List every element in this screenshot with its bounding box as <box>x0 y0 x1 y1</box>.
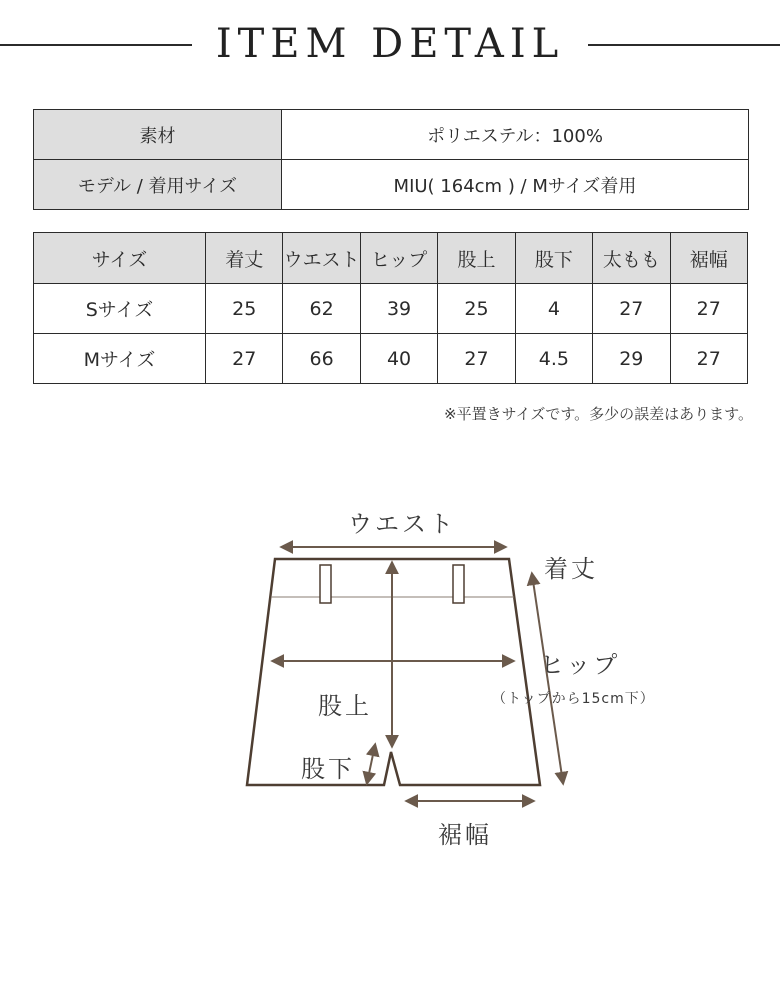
table-cell: 27 <box>670 284 747 334</box>
table-row <box>34 284 748 334</box>
table-cell: 29 <box>593 334 670 384</box>
column-header: 着丈 <box>206 233 283 284</box>
size-name-cell: Sサイズ <box>34 284 206 334</box>
table-row <box>34 160 749 210</box>
column-header: 股上 <box>438 233 515 284</box>
model-size-value: MIU( 164cm ) / Mサイズ着用 <box>282 160 749 210</box>
column-header: ヒップ <box>360 233 437 284</box>
table-cell: 27 <box>206 334 283 384</box>
table-cell: 40 <box>360 334 437 384</box>
section-header <box>0 0 780 90</box>
hip-label: ヒップ <box>540 651 621 679</box>
material-label: 素材 <box>34 110 282 160</box>
table-row <box>34 110 749 160</box>
table-cell: 25 <box>438 284 515 334</box>
belt-loop-left <box>320 565 331 603</box>
table-cell: 66 <box>283 334 360 384</box>
inseam-label: 股下 <box>301 755 355 783</box>
table-cell: 39 <box>360 284 437 334</box>
material-table <box>33 109 749 210</box>
header-rule-left <box>0 44 192 46</box>
size-table-header-row <box>34 233 748 284</box>
column-header: 太もも <box>593 233 670 284</box>
inseam-arrow <box>367 745 375 783</box>
section-title: ITEM DETAIL <box>215 21 565 67</box>
measurement-diagram <box>230 500 690 850</box>
table-cell: 25 <box>206 284 283 334</box>
table-cell: 4.5 <box>515 334 592 384</box>
waist-label: ウエスト <box>348 510 456 538</box>
table-cell: 27 <box>593 284 670 334</box>
rise-label: 股上 <box>318 692 372 720</box>
table-cell: 4 <box>515 284 592 334</box>
column-header: 股下 <box>515 233 592 284</box>
column-header: ウエスト <box>283 233 360 284</box>
column-header: 裾幅 <box>670 233 747 284</box>
header-rule-right <box>588 44 780 46</box>
material-value: ポリエステル：100% <box>282 110 749 160</box>
table-row <box>34 334 748 384</box>
hem-label: 裾幅 <box>438 821 492 849</box>
table-cell: 27 <box>670 334 747 384</box>
hip-note-label: （トップから15cm下） <box>492 691 655 707</box>
shorts-diagram-svg <box>230 500 690 850</box>
belt-loop-right <box>453 565 464 603</box>
length-label: 着丈 <box>544 555 598 583</box>
model-size-label: モデル / 着用サイズ <box>34 160 282 210</box>
size-name-cell: Mサイズ <box>34 334 206 384</box>
table-cell: 27 <box>438 334 515 384</box>
column-header: サイズ <box>34 233 206 284</box>
measurement-note: ※平置きサイズです。多少の誤差はあります。 <box>444 405 753 423</box>
shorts-outline <box>247 559 540 785</box>
size-table <box>33 232 748 384</box>
table-cell: 62 <box>283 284 360 334</box>
